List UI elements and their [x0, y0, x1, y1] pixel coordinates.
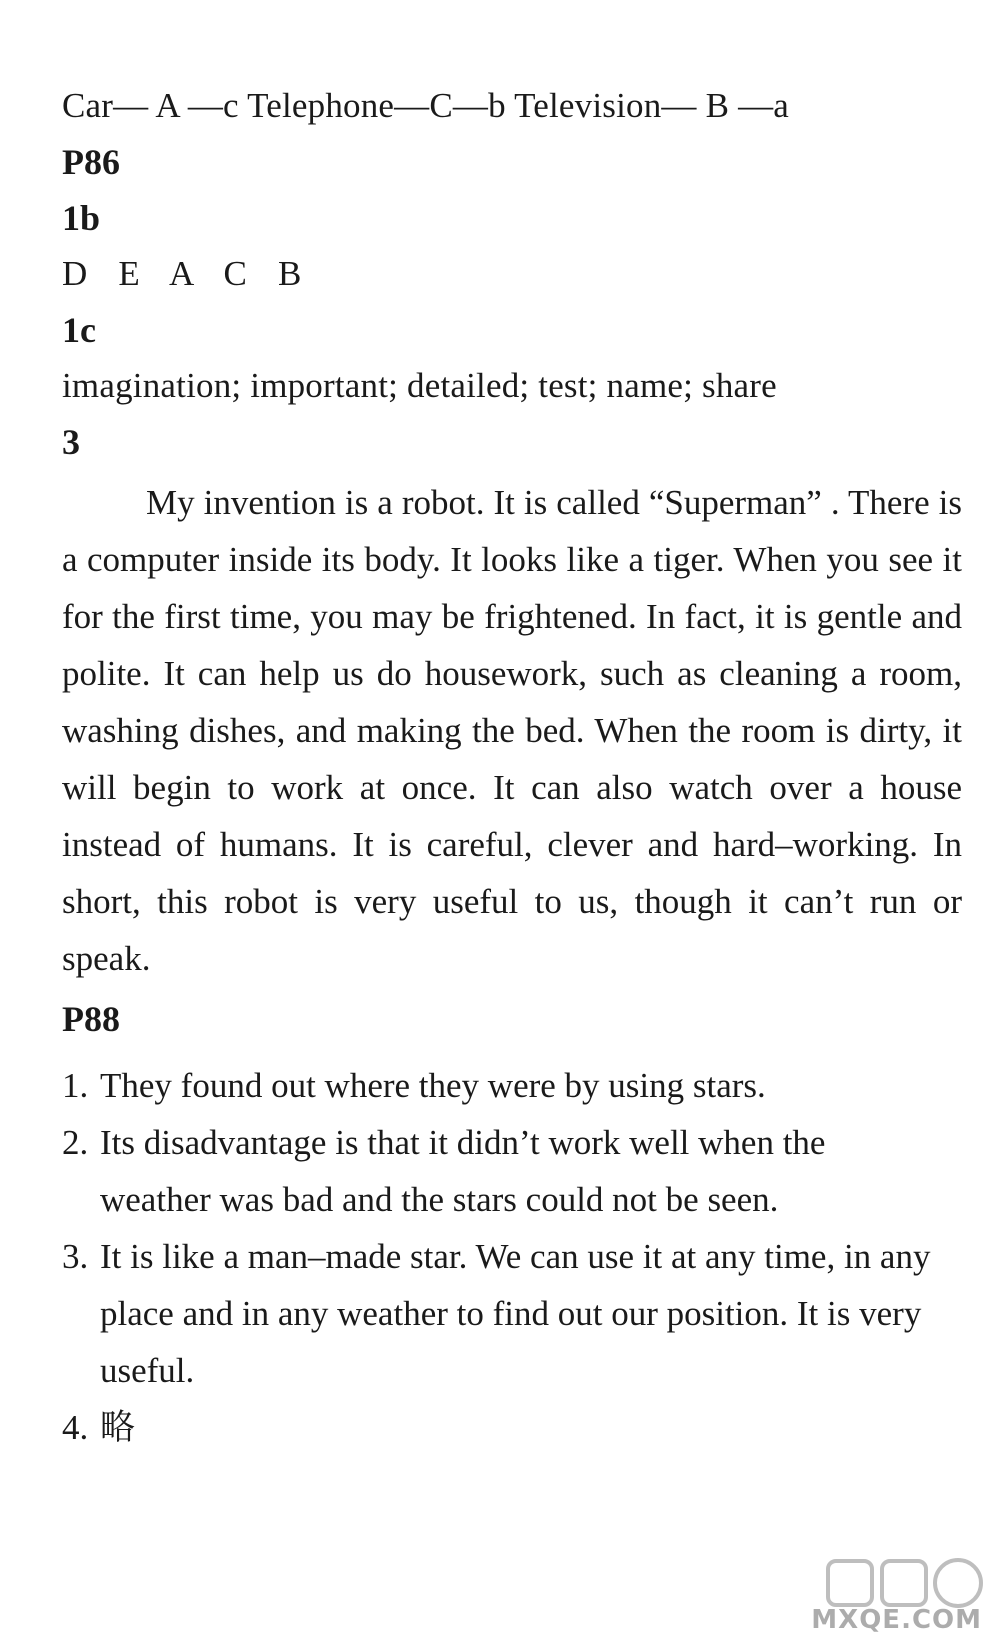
item-text: It is like a man–made star. We can use it at any time, in any place and in any weather to find out our position. It is very useful.	[100, 1237, 931, 1390]
item-number: 1.	[62, 1066, 89, 1105]
essay-paragraph: My invention is a robot. It is called “Superman” . There is a computer inside its body. It looks like a tiger. When you see it for the first time, you may be frightened. In fact, it is gentle and polite. It can help us do housework, such as cleaning a room, washing dishes, and making the bed. When the room is dirty, it will begin to work at once. It can also watch over a house instead of humans. It is careful, clever and hard–working. In short, this robot is very useful to us, though it can’t run or speak.	[62, 483, 962, 978]
watermark-icon	[822, 1553, 992, 1613]
watermark-logo	[811, 1553, 992, 1643]
answer-1b: D E A C B	[62, 254, 302, 293]
page-heading-p88: P88	[62, 999, 120, 1039]
list-item	[62, 1228, 972, 1399]
section-heading-3: 3	[62, 422, 80, 462]
item-number: 3.	[62, 1237, 89, 1276]
item-text: Its disadvantage is that it didn’t work well when the weather was bad and the stars could not be seen.	[100, 1123, 826, 1219]
list-item	[62, 1057, 972, 1114]
list-item	[62, 1399, 972, 1456]
answer-1c: imagination; important; detailed; test; name; share	[62, 366, 777, 405]
page-heading-p86: P86	[62, 142, 120, 182]
item-text: They found out where they were by using stars.	[100, 1066, 766, 1105]
item-number: 2.	[62, 1123, 89, 1162]
item-text: 略	[100, 1408, 136, 1447]
section-heading-1c: 1c	[62, 310, 96, 350]
item-number: 4.	[62, 1408, 89, 1447]
watermark-text: MXQE.COM	[811, 1605, 982, 1635]
answer-sheet	[62, 78, 972, 1456]
list-item	[62, 1114, 972, 1228]
matching-answer: Car— A —c Telephone—C—b Television— B —a	[62, 86, 790, 125]
answer-list	[62, 1057, 972, 1456]
section-heading-1b: 1b	[62, 198, 101, 238]
